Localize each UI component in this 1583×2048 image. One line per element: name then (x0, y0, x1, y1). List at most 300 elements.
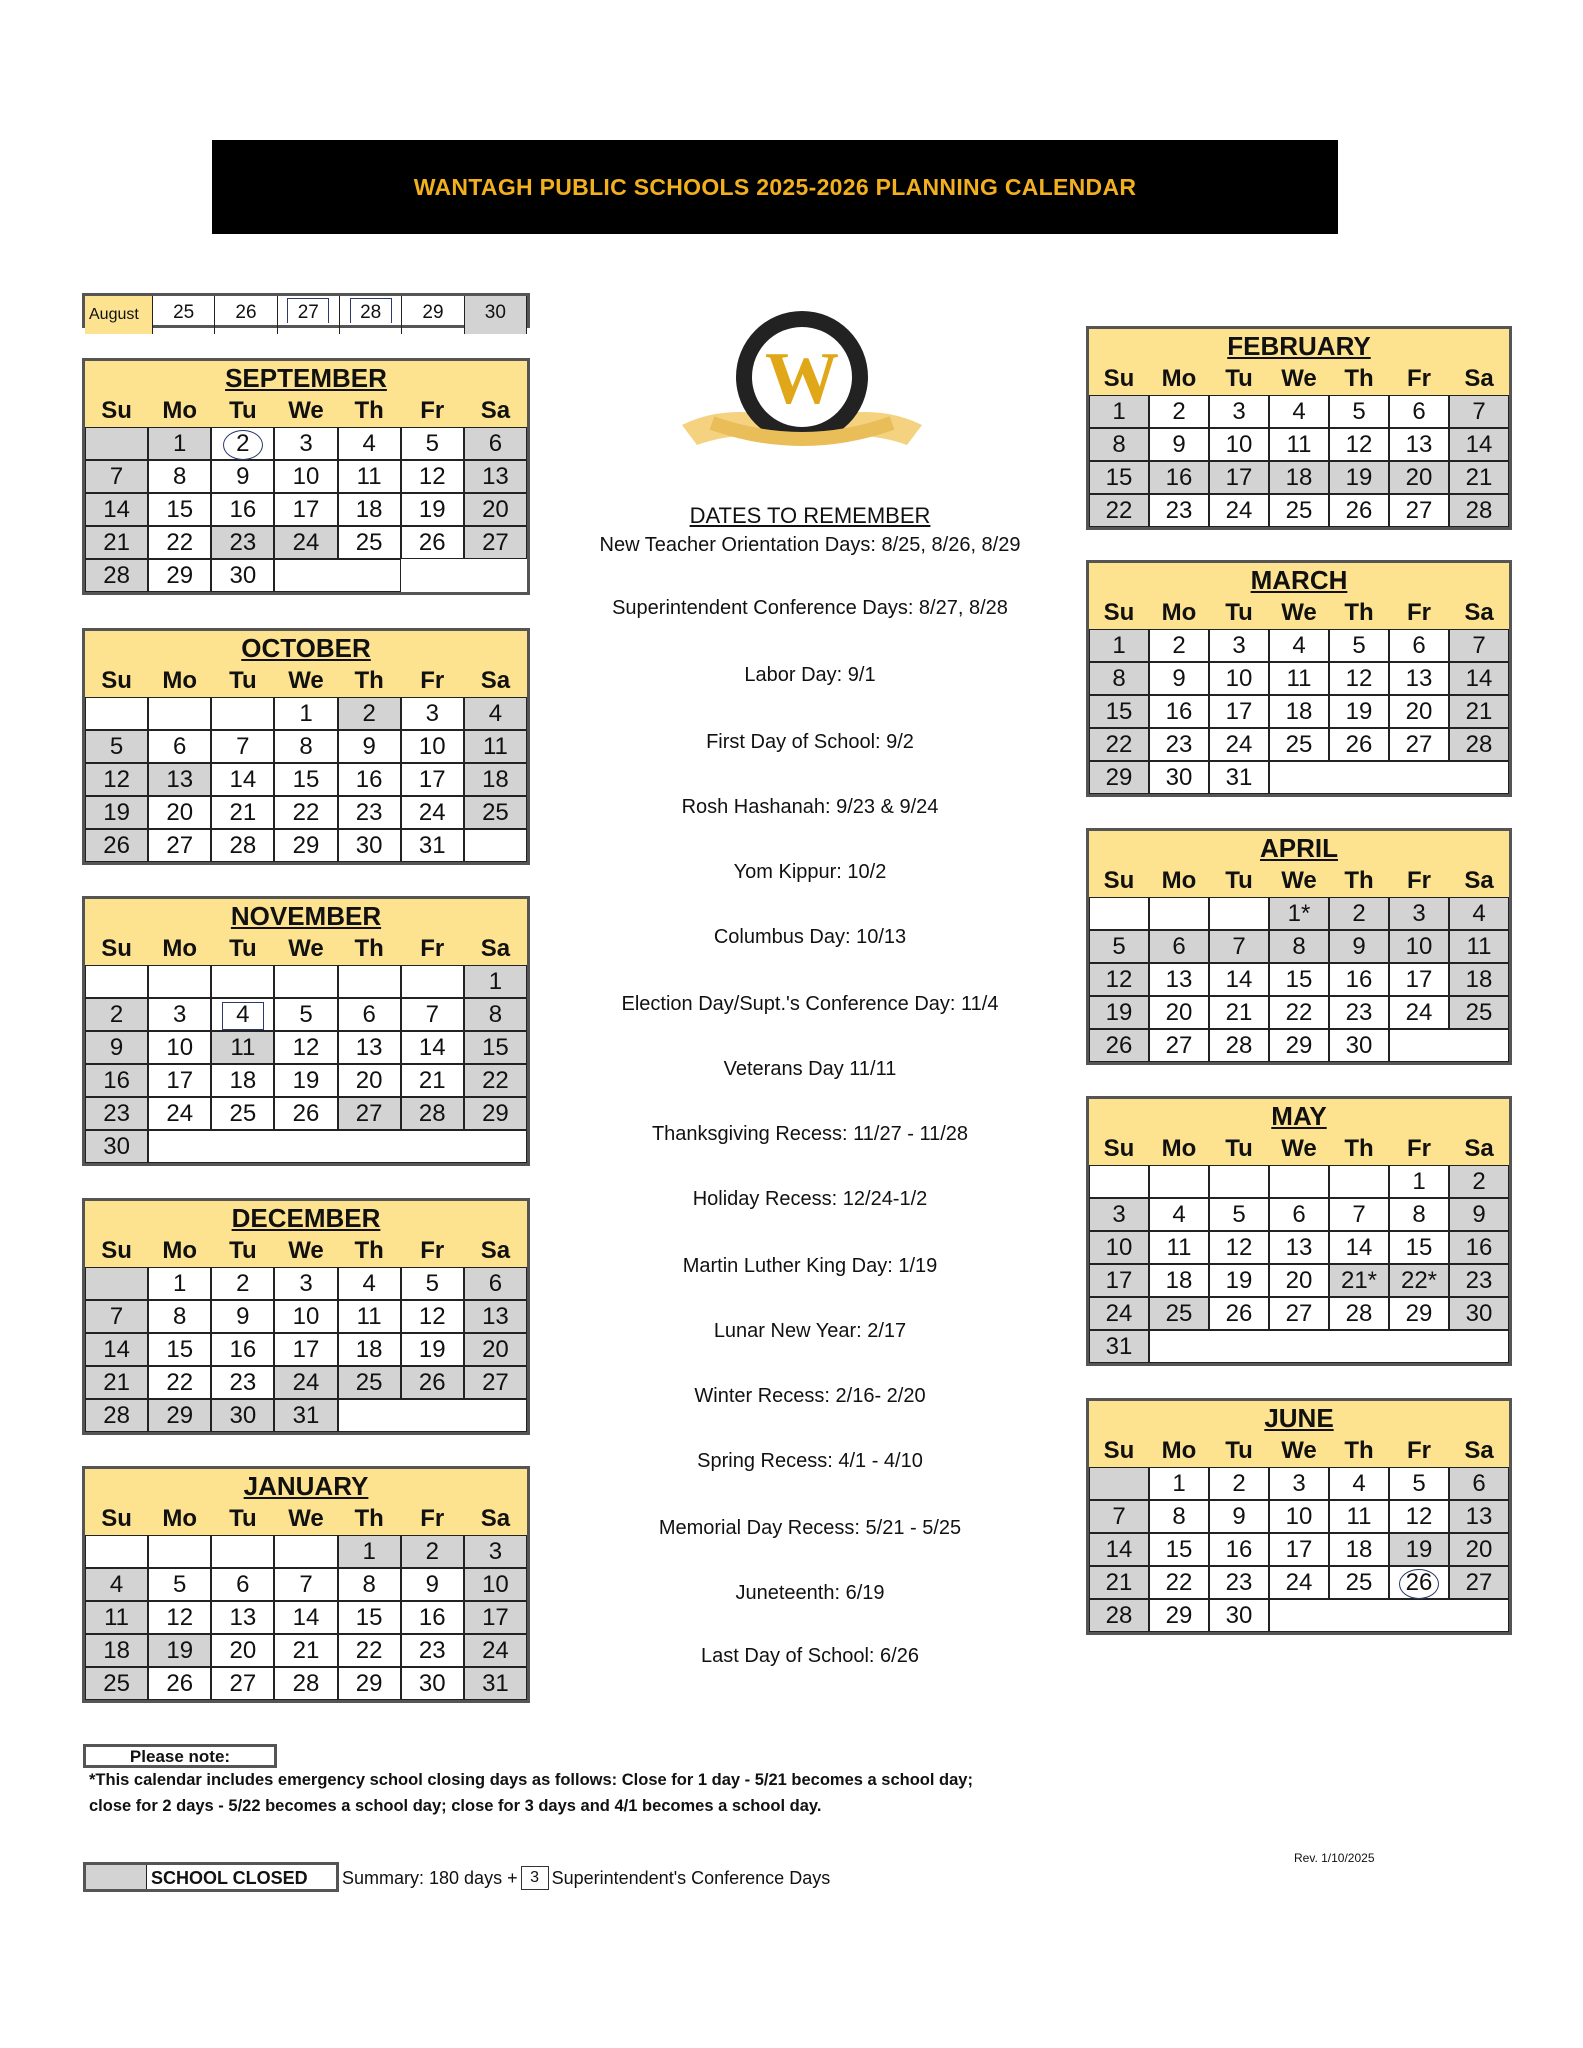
day-number: 14 (1105, 1536, 1133, 1563)
day-cell (1449, 395, 1509, 428)
day-cell (1269, 395, 1329, 428)
month-title: MARCH (1089, 563, 1509, 597)
day-cell (1389, 1264, 1449, 1297)
day-cell (148, 1097, 211, 1130)
day-cell (85, 697, 148, 730)
day-cell (338, 829, 401, 862)
calendar-november (82, 896, 530, 1166)
day-cell (338, 460, 401, 493)
day-cell (1329, 963, 1389, 996)
day-number: 9 (1172, 431, 1186, 458)
date-item: Last Day of School: 6/26 (701, 1645, 919, 1667)
weekday-label: Th (1344, 365, 1374, 392)
day-cell (1449, 428, 1509, 461)
day-number: 6 (1292, 1201, 1306, 1228)
day-cell (338, 730, 401, 763)
weekday-header (85, 1503, 527, 1535)
day-grid (1089, 1467, 1509, 1632)
day-number: 7 (1232, 933, 1246, 960)
day-number: 20 (1405, 698, 1433, 725)
day-number: 2 (1352, 900, 1366, 927)
day-number: 30 (1345, 1032, 1373, 1059)
day-cell (338, 1333, 401, 1366)
day-number: 26 (103, 832, 130, 859)
day-number: 24 (1225, 731, 1253, 758)
day-cell (1449, 1533, 1509, 1566)
weekday-label: Su (1103, 1135, 1135, 1162)
day-cell (401, 1064, 464, 1097)
day-cell (401, 730, 464, 763)
day-number: 5 (1112, 933, 1126, 960)
day-number: 10 (166, 1034, 194, 1061)
day-cell (1269, 930, 1329, 963)
day-number: 14 (418, 1034, 446, 1061)
day-number: 19 (418, 1336, 446, 1363)
day-cell (211, 559, 274, 592)
day-cell (1389, 1029, 1509, 1062)
august-day (278, 296, 340, 334)
day-cell (1329, 1297, 1389, 1330)
day-number: 2 (1472, 1168, 1486, 1195)
day-number: 2 (236, 1270, 250, 1297)
day-cell (464, 1568, 527, 1601)
day-number: 22 (166, 1369, 194, 1396)
day-cell (148, 965, 211, 998)
weekday-label: Sa (1464, 599, 1494, 626)
day-cell (1329, 1029, 1389, 1062)
day-number: 25 (355, 1369, 383, 1396)
day-number: 14 (292, 1604, 320, 1631)
day-cell (211, 1064, 274, 1097)
weekday-label: Mo (1161, 1437, 1197, 1464)
day-cell (401, 1634, 464, 1667)
day-cell (1389, 695, 1449, 728)
day-number: 26 (235, 302, 257, 323)
district-logo (672, 305, 932, 465)
date-item: Juneteenth: 6/19 (735, 1582, 885, 1604)
day-cell (1209, 1500, 1269, 1533)
day-number: 8 (1292, 933, 1306, 960)
day-cell (464, 1366, 527, 1399)
day-number: 30 (355, 832, 383, 859)
day-number: 7 (109, 1303, 124, 1330)
day-number: 1 (1112, 398, 1126, 425)
day-number: 17 (292, 1336, 320, 1363)
day-cell (1329, 461, 1389, 494)
day-cell (1269, 1198, 1329, 1231)
day-cell (274, 526, 337, 559)
day-number: 10 (418, 733, 446, 760)
day-number: 17 (1405, 966, 1433, 993)
day-number: 28 (103, 1402, 130, 1429)
day-number: 18 (1285, 698, 1313, 725)
day-cell (148, 1300, 211, 1333)
day-number: 6 (488, 1270, 503, 1297)
day-number: 19 (292, 1067, 320, 1094)
day-cell (1389, 395, 1449, 428)
day-cell (1389, 1165, 1449, 1198)
day-number: 20 (355, 1067, 383, 1094)
date-item: Lunar New Year: 2/17 (713, 1320, 907, 1342)
day-cell (1269, 662, 1329, 695)
closed-label: SCHOOL CLOSED (151, 1868, 308, 1888)
day-cell (85, 1634, 148, 1667)
day-number: 24 (482, 1637, 509, 1664)
day-number: 24 (292, 1369, 320, 1396)
day-cell (211, 1031, 274, 1064)
date-item: Thanksgiving Recess: 11/27 - 11/28 (651, 1123, 969, 1145)
day-number: 16 (1225, 1536, 1253, 1563)
day-cell (1449, 461, 1509, 494)
day-number: 4 (1472, 900, 1486, 927)
calendar-december (82, 1198, 530, 1435)
day-number: 4 (109, 1571, 124, 1598)
weekday-label: Fr (1407, 599, 1431, 626)
day-cell (1089, 1533, 1149, 1566)
day-number: 5 (425, 1270, 439, 1297)
day-cell (211, 1267, 274, 1300)
day-number: 24 (1225, 497, 1253, 524)
date-item: Veterans Day 11/11 (723, 1058, 897, 1080)
day-number: 12 (418, 1303, 446, 1330)
day-cell (1269, 494, 1329, 527)
day-cell (1149, 395, 1209, 428)
day-cell (1089, 728, 1149, 761)
day-cell (211, 796, 274, 829)
day-cell (1089, 695, 1149, 728)
day-number: 24 (1285, 1569, 1313, 1596)
day-number: 31 (1105, 1333, 1133, 1360)
day-cell (338, 1097, 401, 1130)
day-cell (338, 1399, 527, 1432)
weekday-label: Th (354, 1505, 384, 1532)
day-number: 23 (1165, 731, 1193, 758)
day-number: 16 (1465, 1234, 1493, 1261)
weekday-label: Th (354, 1237, 384, 1264)
weekday-label: Fr (420, 397, 445, 424)
day-number: 13 (1405, 665, 1433, 692)
day-number: 31 (418, 832, 446, 859)
day-number: 31 (292, 1402, 320, 1429)
august-label: August (85, 296, 153, 334)
month-title: MAY (1089, 1099, 1509, 1133)
day-number: 14 (103, 1336, 130, 1363)
day-number: 7 (109, 463, 124, 490)
day-number: 11 (230, 1034, 256, 1061)
day-cell (85, 730, 148, 763)
day-number: 30 (1465, 1300, 1493, 1327)
day-number: 3 (1292, 1470, 1306, 1497)
weekday-label: Th (354, 935, 384, 962)
day-number: 10 (482, 1571, 509, 1598)
weekday-label: Mo (1161, 365, 1197, 392)
day-cell (85, 1399, 148, 1432)
day-cell (211, 1535, 274, 1568)
legend-school-closed (83, 1862, 339, 1892)
day-number: 11 (104, 1604, 130, 1631)
date-item: Memorial Day Recess: 5/21 - 5/25 (658, 1517, 962, 1539)
day-number: 1 (173, 1270, 187, 1297)
day-cell (1329, 1264, 1389, 1297)
day-cell (85, 460, 148, 493)
day-cell (1209, 1297, 1269, 1330)
day-number: 5 (1352, 632, 1366, 659)
day-number: 24 (1405, 999, 1433, 1026)
day-cell (148, 829, 211, 862)
day-cell (274, 1667, 337, 1700)
weekday-label: Su (101, 1237, 132, 1264)
day-cell (1269, 1533, 1329, 1566)
day-cell (1209, 695, 1269, 728)
day-number: 13 (482, 1303, 509, 1330)
day-cell (1209, 996, 1269, 1029)
weekday-label: We (288, 935, 324, 962)
day-number: 19 (1345, 464, 1373, 491)
day-cell (1389, 1500, 1449, 1533)
day-number: 27 (1405, 731, 1433, 758)
day-number: 14 (229, 766, 257, 793)
day-number: 16 (1165, 464, 1193, 491)
day-cell (1209, 494, 1269, 527)
day-cell (401, 1535, 464, 1568)
calendar-january (82, 1466, 530, 1703)
day-number: 18 (355, 1336, 383, 1363)
day-number: 19 (1225, 1267, 1253, 1294)
day-cell (274, 1267, 337, 1300)
day-number: 13 (1405, 431, 1433, 458)
day-cell (1209, 662, 1269, 695)
day-cell (1449, 494, 1509, 527)
day-number: 7 (1352, 1201, 1366, 1228)
day-cell (1449, 1566, 1509, 1599)
day-number: 24 (1105, 1300, 1133, 1327)
calendar-september (82, 358, 530, 595)
day-cell (1149, 1330, 1509, 1363)
day-cell (1389, 428, 1449, 461)
day-grid (85, 965, 527, 1163)
day-cell (1269, 1467, 1329, 1500)
day-cell (1449, 963, 1509, 996)
day-cell (148, 1366, 211, 1399)
day-number: 10 (1285, 1503, 1313, 1530)
day-cell (464, 965, 527, 998)
weekday-header (85, 933, 527, 965)
weekday-label: Tu (1225, 1437, 1253, 1464)
day-cell (148, 1267, 211, 1300)
day-cell (274, 829, 337, 862)
day-cell (1329, 1165, 1389, 1198)
day-number: 20 (1465, 1536, 1493, 1563)
day-number: 25 (1465, 999, 1493, 1026)
day-number: 8 (488, 1001, 503, 1028)
day-cell (1149, 662, 1209, 695)
day-cell (1209, 1599, 1269, 1632)
day-number: 11 (1346, 1503, 1372, 1530)
date-item: Superintendent Conference Days: 8/27, 8/28 (612, 597, 1008, 619)
day-cell (1269, 1599, 1509, 1632)
day-number: 17 (482, 1604, 509, 1631)
weekday-label: Th (1344, 599, 1374, 626)
weekday-label: Fr (420, 935, 445, 962)
day-cell (148, 559, 211, 592)
day-cell (1209, 629, 1269, 662)
date-item: Rosh Hashanah: 9/23 & 9/24 (681, 796, 939, 818)
day-cell (1269, 996, 1329, 1029)
day-number: 3 (1232, 398, 1246, 425)
day-cell (148, 493, 211, 526)
date-item: Winter Recess: 2/16- 2/20 (694, 1385, 926, 1407)
day-number: 6 (173, 733, 187, 760)
calendar-march (1086, 560, 1512, 797)
weekday-label: Su (101, 1505, 132, 1532)
day-number: 13 (1165, 966, 1193, 993)
day-number: 9 (1472, 1201, 1486, 1228)
date-item: Martin Luther King Day: 1/19 (682, 1255, 938, 1277)
day-number: 29 (292, 832, 320, 859)
day-number: 7 (1472, 398, 1486, 425)
day-number: 19 (166, 1637, 194, 1664)
day-number: 10 (292, 1303, 320, 1330)
day-number: 9 (1172, 665, 1186, 692)
day-cell (85, 1366, 148, 1399)
day-number: 29 (166, 562, 194, 589)
day-cell (338, 1300, 401, 1333)
day-cell (338, 526, 401, 559)
day-number: 26 (1105, 1032, 1133, 1059)
day-grid (1089, 629, 1509, 794)
day-number: 12 (418, 463, 446, 490)
day-cell (85, 1300, 148, 1333)
day-cell (1449, 1467, 1509, 1500)
day-number: 16 (418, 1604, 446, 1631)
day-number: 20 (1285, 1267, 1313, 1294)
day-number: 19 (1345, 698, 1373, 725)
day-cell (1209, 761, 1269, 794)
day-cell (1389, 1566, 1449, 1599)
day-cell (464, 526, 527, 559)
day-cell (1389, 662, 1449, 695)
page-title: WANTAGH PUBLIC SCHOOLS 2025-2026 PLANNING CALENDAR (413, 173, 1137, 200)
day-number: 5 (1412, 1470, 1426, 1497)
day-grid (85, 427, 527, 592)
day-cell (401, 1601, 464, 1634)
day-number: 24 (166, 1100, 194, 1127)
date-item: Columbus Day: 10/13 (713, 926, 907, 948)
day-cell (1209, 897, 1269, 930)
weekday-label: Tu (229, 935, 257, 962)
day-cell (85, 1667, 148, 1700)
day-cell (1329, 728, 1389, 761)
day-number: 6 (1412, 398, 1426, 425)
day-number: 11 (1466, 933, 1492, 960)
day-cell (338, 1667, 401, 1700)
day-number: 21 (418, 1067, 446, 1094)
day-cell (401, 493, 464, 526)
day-number: 22 (292, 799, 320, 826)
day-cell (1449, 1231, 1509, 1264)
day-number: 12 (1405, 1503, 1433, 1530)
day-cell (1269, 428, 1329, 461)
weekday-label: We (1281, 599, 1317, 626)
day-cell (1329, 897, 1389, 930)
day-cell (464, 493, 527, 526)
day-cell (1149, 930, 1209, 963)
weekday-label: Th (1344, 867, 1374, 894)
day-number: 6 (1472, 1470, 1486, 1497)
day-number: 21 (292, 1637, 320, 1664)
weekday-label: Su (1103, 1437, 1135, 1464)
day-number: 4 (362, 1270, 376, 1297)
day-number: 5 (299, 1001, 313, 1028)
day-number: 19 (1105, 999, 1133, 1026)
day-cell (1209, 395, 1269, 428)
day-cell (1209, 1198, 1269, 1231)
day-number: 26 (1345, 731, 1373, 758)
day-number: 29 (482, 1100, 509, 1127)
day-number: 12 (292, 1034, 320, 1061)
weekday-label: We (1281, 867, 1317, 894)
please-note-label: Please note: (83, 1744, 277, 1768)
day-cell (401, 1300, 464, 1333)
day-cell (1149, 1297, 1209, 1330)
dates-to-remember-title: DATES TO REMEMBER (689, 503, 931, 528)
day-number: 22 (166, 529, 194, 556)
weekday-label: Su (1103, 599, 1135, 626)
day-cell (148, 796, 211, 829)
day-number: 30 (418, 1670, 446, 1697)
day-cell (1389, 1198, 1449, 1231)
day-number: 21 (103, 529, 130, 556)
day-number: 1 (488, 968, 503, 995)
revision-date: Rev. 1/10/2025 (1294, 1851, 1375, 1865)
day-number: 26 (1345, 497, 1373, 524)
day-number: 29 (1405, 1300, 1433, 1327)
weekday-label: Sa (480, 1505, 511, 1532)
day-number: 30 (1225, 1602, 1253, 1629)
day-cell (464, 1064, 527, 1097)
month-title: JANUARY (85, 1469, 527, 1503)
day-number: 30 (229, 1402, 257, 1429)
day-grid (1089, 395, 1509, 527)
day-number: 4 (1292, 632, 1306, 659)
day-number: 10 (292, 463, 320, 490)
day-cell (1449, 728, 1509, 761)
day-number: 18 (229, 1067, 257, 1094)
day-cell (1149, 761, 1209, 794)
weekday-label: Th (354, 667, 384, 694)
day-cell (1149, 728, 1209, 761)
day-number: 3 (1412, 900, 1426, 927)
weekday-label: Sa (1464, 1135, 1494, 1162)
day-cell (401, 998, 464, 1031)
day-cell (211, 1366, 274, 1399)
day-cell (401, 965, 464, 998)
day-number: 27 (166, 832, 194, 859)
day-number: 29 (1105, 764, 1133, 791)
day-number: 8 (1112, 665, 1126, 692)
day-cell (1329, 1500, 1389, 1533)
day-cell (1449, 695, 1509, 728)
day-number: 14 (1465, 665, 1493, 692)
day-number: 18 (1465, 966, 1493, 993)
day-cell (401, 796, 464, 829)
day-number: 13 (166, 766, 194, 793)
weekday-label: Tu (1225, 365, 1253, 392)
day-number: 28 (292, 1670, 320, 1697)
day-number: 25 (482, 799, 509, 826)
day-number: 10 (1105, 1234, 1133, 1261)
day-cell (1389, 494, 1449, 527)
